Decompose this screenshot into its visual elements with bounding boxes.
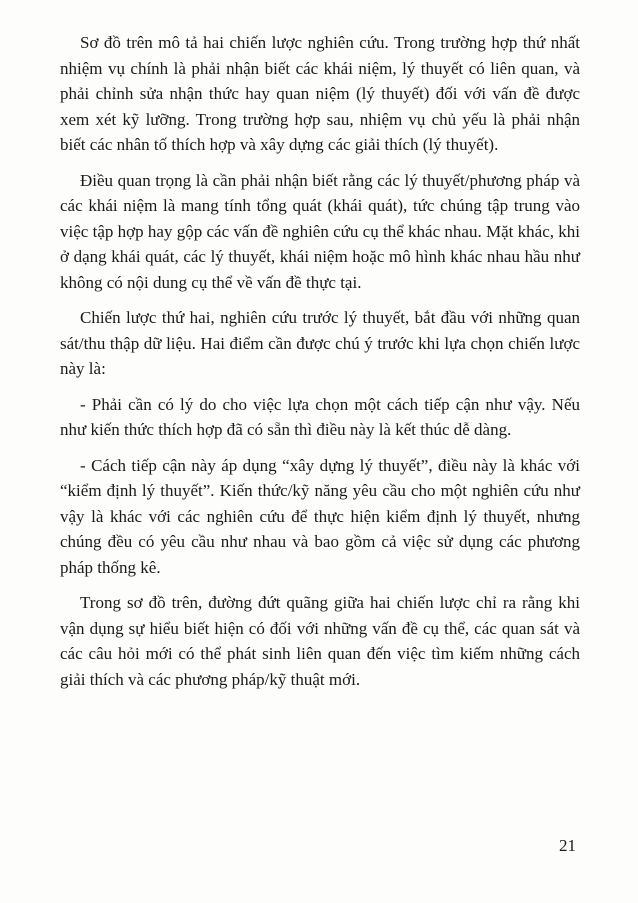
body-text (60, 30, 580, 704)
paragraph-generalization: Điều quan trọng là cần phải nhận biết rằng các lý thuyết/phương pháp và các khái niệm là mang tính tổng quát (khái quát), tức chúng tập trung vào việc tập hợp hay gộp các vấn đề nghiên cứu cụ thể khác nhau. Mặt khác, khi ở dạng khái quát, các lý thuyết, khái niệm hoặc mô hình khác nhau hầu như không có nội dung cụ thể về vấn đề thực tại. (60, 170, 580, 292)
paragraph-point-2: - Cách tiếp cận này áp dụng “xây dựng lý thuyết”, điều này là khác với “kiểm định lý thuyết”. Kiến thức/kỹ năng yêu cầu cho một nghiên cứu như vậy là khác với các nghiên cứu để thực hiện kiểm định lý thuyết, nhưng chúng đều có yêu cầu như nhau và bao gồm cả việc sử dụng các phương pháp thống kê. (60, 455, 580, 577)
paragraph-second-strategy: Chiến lược thứ hai, nghiên cứu trước lý thuyết, bắt đầu với những quan sát/thu thập dữ liệu. Hai điểm cần được chú ý trước khi lựa chọn chiến lược này là: (60, 308, 580, 378)
paragraph-dashed-line: Trong sơ đồ trên, đường đứt quãng giữa hai chiến lược chỉ ra rằng khi vận dụng sự hiểu biết hiện có đối với những vấn đề cụ thể, các quan sát và các câu hỏi mới có thể phát sinh liên quan đến việc tìm kiếm những cách giải thích và các phương pháp/kỹ thuật mới. (60, 593, 580, 689)
paragraph-strategies-overview: Sơ đồ trên mô tả hai chiến lược nghiên cứu. Trong trường hợp thứ nhất nhiệm vụ chính là phải nhận biết các khái niệm, lý thuyết có liên quan, và phải chỉnh sửa nhận thức hay quan niệm (lý thuyết) đối với vấn đề được xem xét kỹ lưỡng. Trong trường hợp sau, nhiệm vụ chủ yếu là phải nhận biết các nhân tố thích hợp và xây dựng các giải thích (lý thuyết). (60, 33, 580, 154)
page-number: 21 (559, 836, 576, 855)
paragraph-point-1: - Phải cần có lý do cho việc lựa chọn một cách tiếp cận như vậy. Nếu như kiến thức thích hợp đã có sẵn thì điều này là kết thúc dễ dàng. (60, 394, 580, 439)
